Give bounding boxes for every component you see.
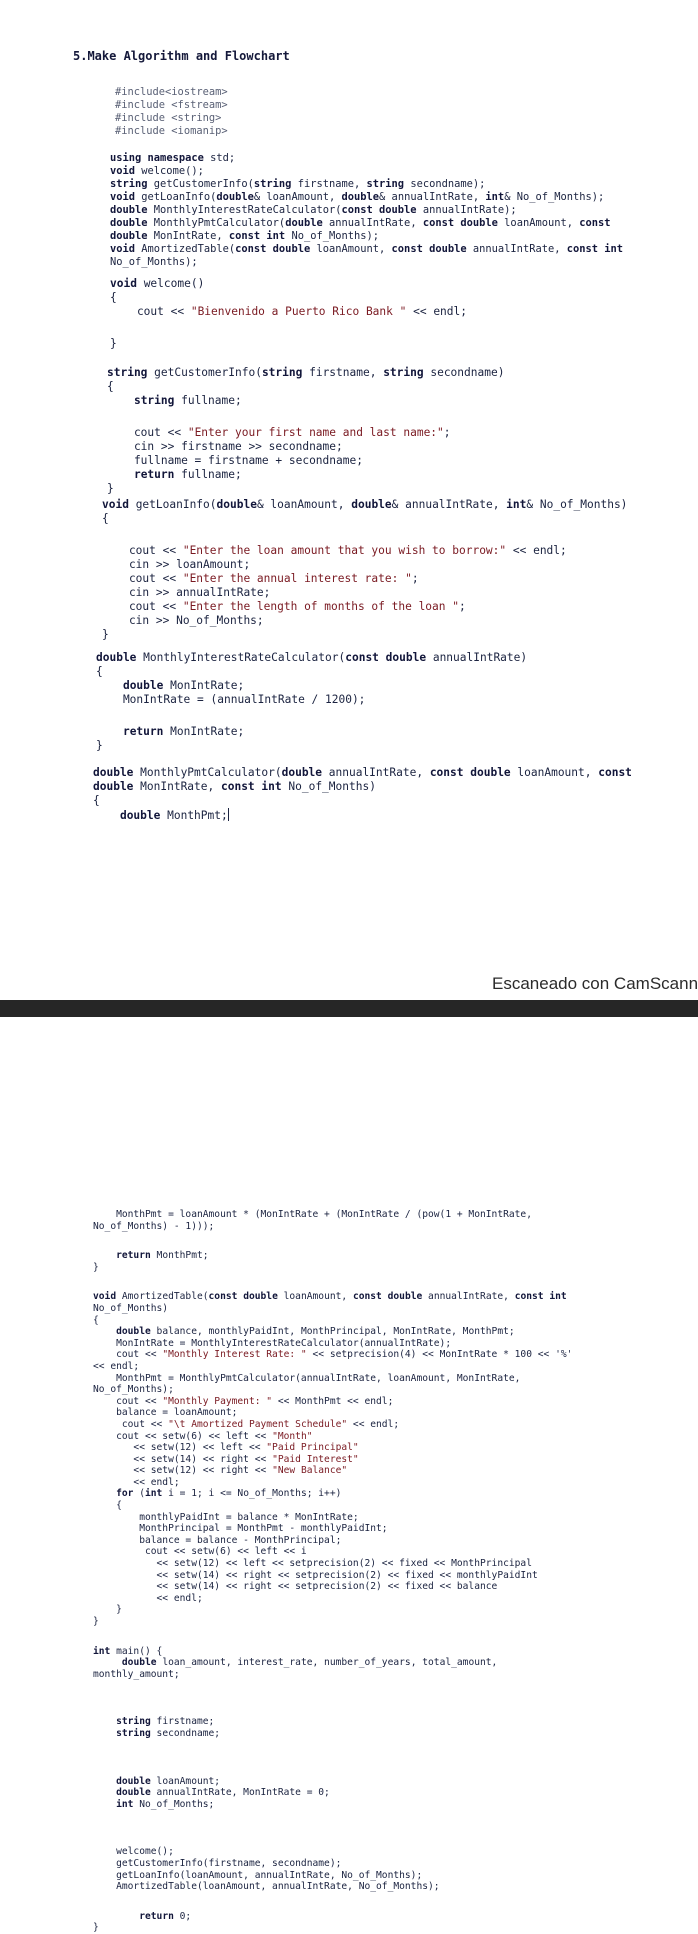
code-line: cin >> firstname >> secondname; [107, 440, 343, 453]
code-line: No_of_Months) - 1))); [93, 1220, 215, 1232]
scanner-watermark: Escaneado con CamScann [492, 974, 698, 993]
code-line: void AmortizedTable(const double loanAmount, const double annualIntRate, const int [110, 243, 624, 255]
code-line: << setw(12) << right << "New Balance" [93, 1465, 348, 1477]
code-line: cout << "Monthly Interest Rate: " << setprecision(4) << MonIntRate * 100 << '%' [93, 1349, 573, 1361]
code-line: double MonIntRate; [122, 679, 245, 692]
code-block-get-loan-info-function [102, 498, 627, 642]
code-line: for (int i = 1; i <= No_of_Months; i++) [116, 1488, 342, 1500]
code-line: string firstname; [116, 1716, 215, 1728]
code-line: { [93, 1314, 99, 1326]
code-line: double MonthlyInterestRateCalculator(const double annualIntRate) [96, 651, 528, 664]
code-line: } [110, 337, 117, 350]
code-line: balance = balance - MonthPrincipal; [93, 1534, 342, 1546]
code-line [107, 408, 504, 426]
code-line: MonthPmt = MonthlyPmtCalculator(annualIntRate, loanAmount, MonIntRate, [93, 1372, 521, 1384]
code-line: } [102, 628, 109, 641]
code-line: fullname = firstname + secondname; [107, 454, 363, 467]
code-line: cout << setw(6) << left << i [93, 1546, 307, 1558]
code-line [93, 1232, 572, 1250]
code-line: int No_of_Months; [116, 1798, 215, 1810]
code-line: string getCustomerInfo(string firstname, string secondname); [110, 178, 486, 190]
code-line: return fullname; [133, 468, 242, 481]
code-line: string secondname; [116, 1727, 221, 1739]
code-line: #include<iostream> [115, 86, 228, 98]
code-line: No_of_Months) [93, 1302, 169, 1314]
code-line: No_of_Months); [110, 256, 198, 268]
code-line [93, 1740, 572, 1758]
code-line: void AmortizedTable(const double loanAmount, const double annualIntRate, const int [93, 1291, 567, 1303]
code-line: double MonthlyInterestRateCalculator(const double annualIntRate); [110, 204, 517, 216]
code-line: << setw(12) << left << "Paid Principal" [93, 1442, 359, 1454]
page-heading: 5.Make Algorithm and Flowchart [73, 49, 290, 63]
code-line: getLoanInfo(loanAmount, annualIntRate, No_of_Months); [93, 1869, 423, 1881]
code-line: MonthPmt = loanAmount * (MonIntRate + (MonIntRate / (pow(1 + MonIntRate, [93, 1209, 532, 1220]
code-line: cout << "Enter the length of months of the loan "; [102, 600, 466, 613]
code-line: double loanAmount; [116, 1775, 221, 1787]
code-line: MonIntRate = MonthlyInterestRateCalculator(annualIntRate); [93, 1337, 452, 1349]
code-line: { [110, 291, 117, 304]
code-line: << endl; [93, 1476, 180, 1488]
code-line: string getCustomerInfo(string firstname, string secondname) [107, 366, 505, 379]
code-line: << endl; [93, 1592, 203, 1604]
code-line: cout << "Bienvenido a Puerto Rico Bank " << endl; [110, 305, 467, 318]
code-line: MonIntRate = (annualIntRate / 1200); [96, 693, 366, 706]
code-line: double MonthPmt; [119, 809, 228, 822]
code-line: { [102, 512, 109, 525]
code-line [93, 1828, 572, 1846]
code-line: cout << setw(6) << left << "Month" [93, 1430, 313, 1442]
code-line: { [96, 665, 103, 678]
code-line: int main() { [93, 1645, 163, 1657]
code-line: void welcome(); [110, 165, 204, 177]
page-divider [0, 1000, 698, 1017]
code-line: #include <string> [115, 112, 222, 124]
code-line: cin >> loanAmount; [102, 558, 251, 571]
code-line: double annualIntRate, MonIntRate = 0; [116, 1787, 330, 1799]
code-line: double MonIntRate, const int No_of_Months) [93, 780, 376, 793]
code-line: << setw(14) << right << "Paid Interest" [93, 1453, 359, 1465]
code-line: cout << "\t Amortized Payment Schedule" << endl; [93, 1418, 400, 1430]
code-line: void getLoanInfo(double& loanAmount, double& annualIntRate, int& No_of_Months); [110, 191, 605, 203]
code-line: #include <iomanip> [115, 125, 228, 137]
code-line: return 0; [139, 1910, 192, 1922]
code-line: { [107, 380, 114, 393]
code-line: << endl; [93, 1360, 140, 1372]
code-line: << setw(12) << left << setprecision(2) << fixed << MonthPrincipal [93, 1558, 532, 1570]
code-line [93, 1698, 572, 1716]
code-line: double MonthlyPmtCalculator(double annualIntRate, const double loanAmount, const [93, 766, 632, 779]
code-line: cin >> No_of_Months; [102, 614, 264, 627]
code-line: } [96, 739, 103, 752]
code-line [93, 1758, 572, 1776]
code-line: double loan_amount, interest_rate, number_of_years, total_amount, [121, 1657, 498, 1669]
code-line: monthlyPaidInt = balance * MonIntRate; [93, 1511, 359, 1523]
code-line: return MonthPmt; [116, 1250, 209, 1262]
code-line: double MonthlyPmtCalculator(double annualIntRate, const double loanAmount, const [110, 217, 611, 229]
code-line: welcome(); [93, 1846, 174, 1858]
code-line [93, 1810, 572, 1828]
code-line: { [93, 1500, 122, 1512]
code-line: No_of_Months); [93, 1384, 174, 1396]
code-line: } [93, 1261, 99, 1273]
code-line [110, 319, 467, 337]
code-line: string fullname; [133, 394, 242, 407]
code-block-page-2 [93, 1209, 572, 1934]
code-line [93, 1680, 572, 1698]
code-block-get-customer-info-function [107, 366, 504, 496]
code-line: } [93, 1922, 99, 1934]
code-line: balance = loanAmount; [93, 1407, 238, 1419]
code-block-monthly-interest-function [96, 651, 527, 753]
code-line: void welcome() [110, 277, 205, 290]
code-line: monthly_amount; [93, 1668, 180, 1680]
code-line: double MonIntRate, const int No_of_Months); [110, 230, 380, 242]
code-line: cout << "Enter the annual interest rate: "; [102, 572, 419, 585]
code-line [96, 707, 527, 725]
code-line [93, 1273, 572, 1291]
code-line: return MonIntRate; [122, 725, 245, 738]
code-line: } [93, 1604, 122, 1616]
code-line: << setw(14) << right << setprecision(2) << fixed << balance [93, 1581, 498, 1593]
code-line: AmortizedTable(loanAmount, annualIntRate, No_of_Months); [93, 1881, 440, 1893]
code-line: void getLoanInfo(double& loanAmount, double& annualIntRate, int& No_of_Months) [102, 498, 628, 511]
code-line: << setw(14) << right << setprecision(2) << fixed << monthlyPaidInt [93, 1569, 538, 1581]
code-line: { [93, 794, 100, 807]
code-line: } [107, 482, 114, 495]
code-line [102, 526, 627, 544]
text-cursor [228, 808, 229, 821]
code-line: MonthPrincipal = MonthPmt - monthlyPaidInt; [93, 1523, 388, 1535]
code-block-monthly-pmt-function [93, 766, 632, 823]
code-block-welcome-function [110, 277, 467, 351]
code-line [93, 1628, 572, 1646]
code-line: cout << "Monthly Payment: " << MonthPmt << endl; [93, 1395, 394, 1407]
code-line: #include <fstream> [115, 99, 228, 111]
code-line: } [93, 1616, 99, 1627]
scanned-page-2 [0, 1017, 698, 1934]
code-line: cin >> annualIntRate; [102, 586, 271, 599]
code-line [93, 1893, 572, 1911]
code-block-prototypes [110, 152, 623, 269]
code-block-includes [115, 86, 228, 138]
code-line: double balance, monthlyPaidInt, MonthPrincipal, MonIntRate, MonthPmt; [116, 1326, 515, 1338]
code-line: using namespace std; [110, 152, 236, 164]
code-line: cout << "Enter your first name and last name:"; [107, 426, 451, 439]
code-line: cout << "Enter the loan amount that you wish to borrow:" << endl; [102, 544, 567, 557]
code-line: getCustomerInfo(firstname, secondname); [93, 1857, 342, 1869]
